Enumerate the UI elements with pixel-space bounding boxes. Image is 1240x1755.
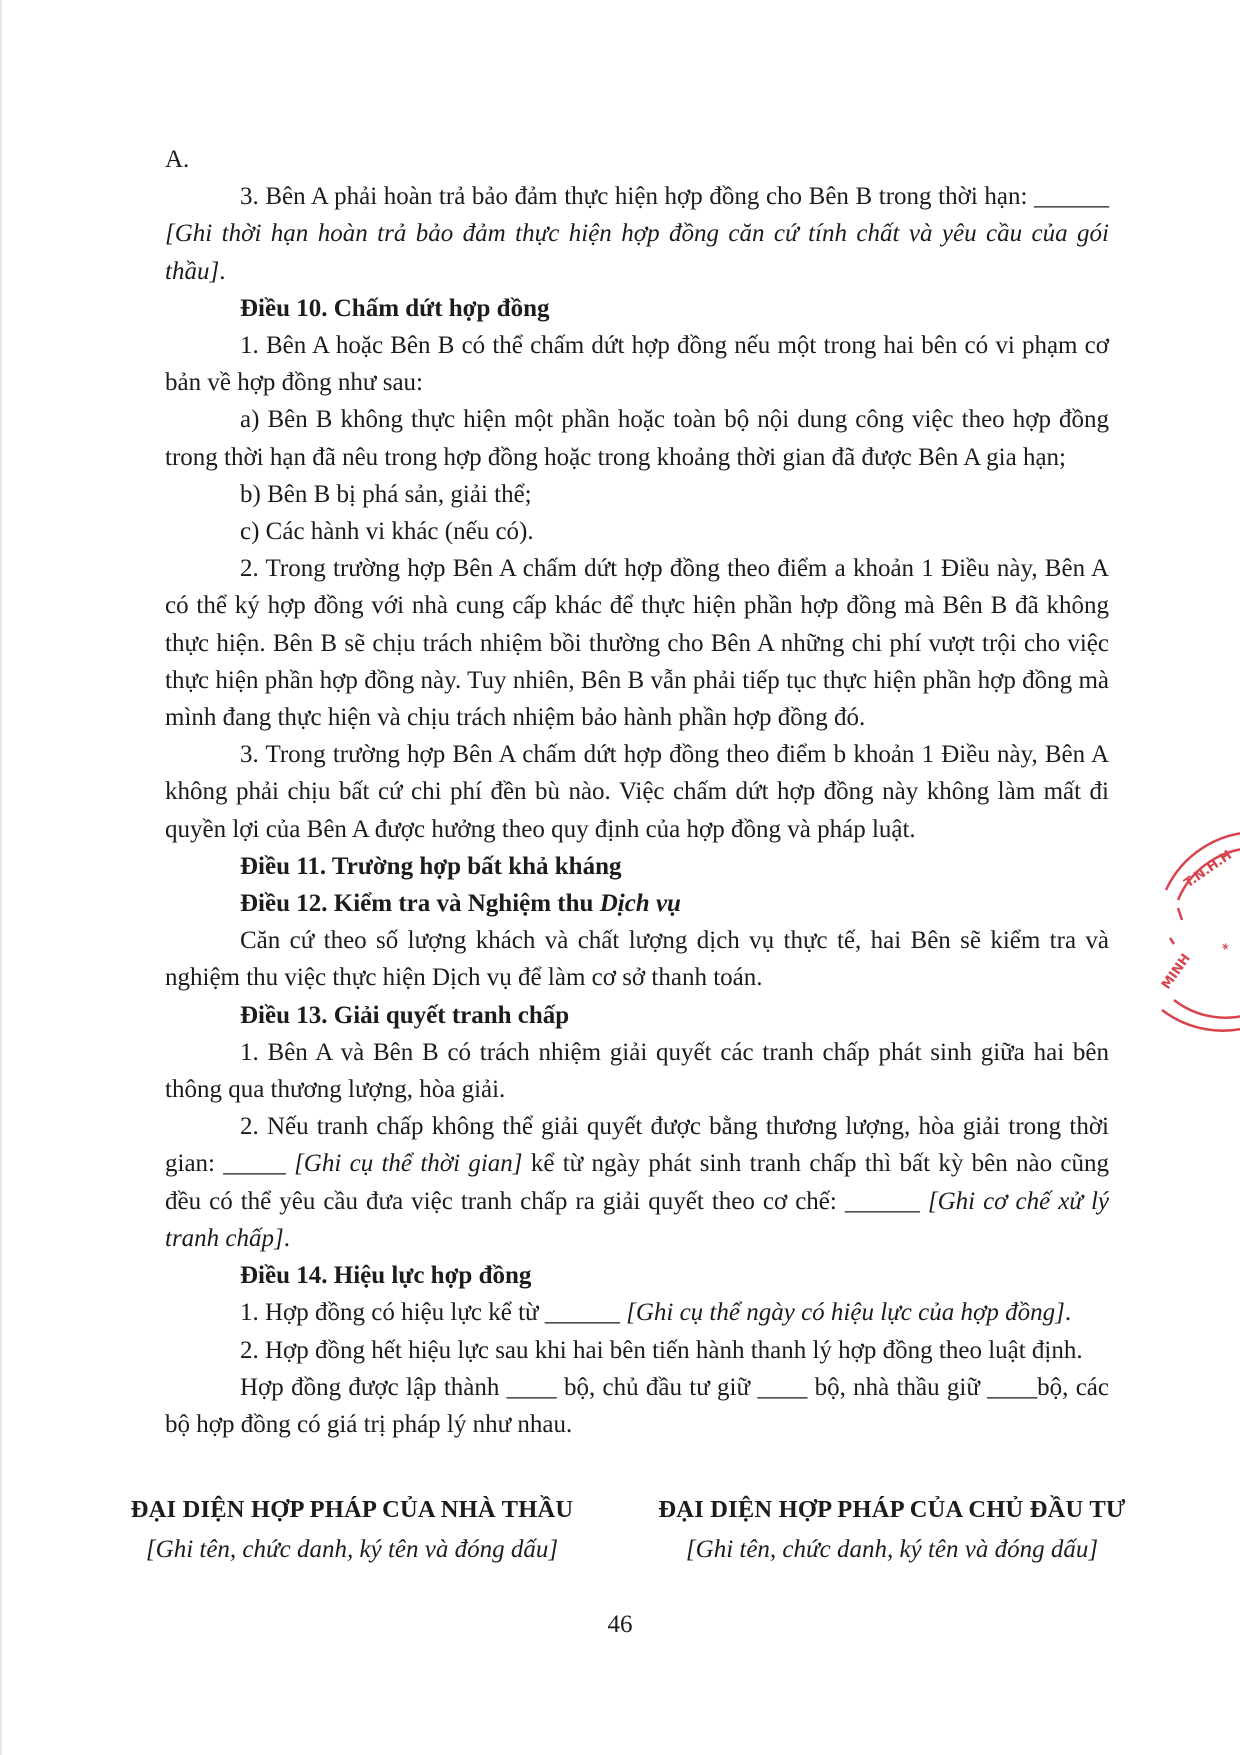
paragraph-dispute-1: 1. Bên A và Bên B có trách nhiệm giải quyết các tranh chấp phát sinh giữa hai bên thông qua thương lượng, hòa giải.: [165, 1038, 1109, 1104]
heading-article-14: Điều 14. Hiệu lực hợp đồng: [240, 1262, 532, 1290]
signature-block-owner: [612, 1490, 1172, 1570]
signature-block-contractor: [72, 1490, 632, 1570]
heading-article-13: Điều 13. Giải quyết tranh chấp: [240, 1001, 570, 1029]
paragraph-termination-b: b) Bên B bị phá sản, giải thể;: [240, 480, 532, 508]
paragraph-continuation: A.: [165, 146, 190, 173]
paragraph-termination-c: c) Các hành vi khác (nếu có).: [240, 518, 534, 546]
svg-text:T.N.H.H: T.N.H.H: [1181, 847, 1235, 892]
paragraph-termination-a: a) Bên B không thực hiện một phần hoặc toàn bộ nội dung công việc theo hợp đồng trong thời hạn đã nêu trong hợp đồng hoặc trong khoảng thời gian đã được Bên A gia hạn;: [165, 406, 1109, 471]
heading-article-12: Điều 12. Kiểm tra và Nghiệm thu Dịch vụ: [240, 890, 681, 918]
signature-title-contractor: ĐẠI DIỆN HỢP PHÁP CỦA NHÀ THẦU: [130, 1496, 574, 1523]
paragraph-deposit-return: 3. Bên A phải hoàn trả bảo đảm thực hiện hợp đồng cho Bên B trong thời hạn: ______ [Ghi thời hạn hoàn trả bảo đảm thực hiện hợp đồng căn cứ tính chất và yêu cầu của gói thầu].: [165, 183, 1109, 285]
paragraph-validity-2: 2. Hợp đồng hết hiệu lực sau khi hai bên tiến hành thanh lý hợp đồng theo luật định.: [240, 1336, 1083, 1364]
paragraph-termination-2: 2. Trong trường hợp Bên A chấm dứt hợp đồng theo điểm a khoản 1 Điều này, Bên A có thể ký hợp đồng với nhà cung cấp khác để thực hiện phần hợp đồng mà Bên B đã không thực hiện. Bên B sẽ chịu trách nhiệm bồi thường cho Bên A những chi phí vượt trội cho việc thực hiện phần hợp đồng này. Tuy nhiên, Bên B vẫn phải tiếp tục thực hiện phần hợp đồng mà mình đang thực hiện và chịu trách nhiệm bảo hành phần hợp đồng đó.: [165, 555, 1109, 732]
signature-title-owner: ĐẠI DIỆN HỢP PHÁP CỦA CHỦ ĐẦU TƯ: [658, 1496, 1126, 1523]
page-edge-line: [0, 0, 2, 1755]
svg-text:MINH: MINH: [1158, 951, 1194, 993]
paragraph-termination-3: 3. Trong trường hợp Bên A chấm dứt hợp đồng theo điểm b khoản 1 Điều này, Bên A không phải chịu bất cứ chi phí đền bù nào. Việc chấm dứt hợp đồng này không làm mất đi quyền lợi của Bên A được hưởng theo quy định của hợp đồng và pháp luật.: [165, 741, 1109, 843]
document-body: [165, 141, 1109, 1443]
company-seal-stamp: [1148, 820, 1240, 1040]
paragraph-termination-1: 1. Bên A hoặc Bên B có thể chấm dứt hợp đồng nếu một trong hai bên có vi phạm cơ bản về hợp đồng như sau:: [165, 332, 1109, 397]
heading-article-11: Điều 11. Trường hợp bất khả kháng: [240, 852, 622, 880]
signature-note-contractor: [Ghi tên, chức danh, ký tên và đóng dấu]: [145, 1536, 559, 1563]
paragraph-dispute-2: 2. Nếu tranh chấp không thể giải quyết được bằng thương lượng, hòa giải trong thời gian: _____ [Ghi cụ thể thời gian] kể từ ngày phát sinh tranh chấp thì bất kỳ bên nào cũng đều có thể yêu cầu đưa việc tranh chấp ra giải quyết theo cơ chế: ______ [Ghi cơ chế xử lý tranh chấp].: [165, 1113, 1110, 1252]
heading-article-10: Điều 10. Chấm dứt hợp đồng: [240, 294, 550, 322]
paragraph-validity-1: 1. Hợp đồng có hiệu lực kể từ ______ [Ghi cụ thể ngày có hiệu lực của hợp đồng].: [240, 1299, 1072, 1327]
signature-note-owner: [Ghi tên, chức danh, ký tên và đóng dấu]: [685, 1536, 1099, 1563]
paragraph-copies: Hợp đồng được lập thành ____ bộ, chủ đầu tư giữ ____ bộ, nhà thầu giữ ____bộ, các bộ hợp đồng có giá trị pháp lý như nhau.: [165, 1373, 1109, 1438]
page-number: 46: [607, 1611, 633, 1638]
svg-text:*: *: [1214, 942, 1231, 953]
paragraph-inspection: Căn cứ theo số lượng khách và chất lượng dịch vụ thực tế, hai Bên sẽ kiểm tra và nghiệm thu việc thực hiện Dịch vụ để làm cơ sở thanh toán.: [165, 927, 1109, 992]
